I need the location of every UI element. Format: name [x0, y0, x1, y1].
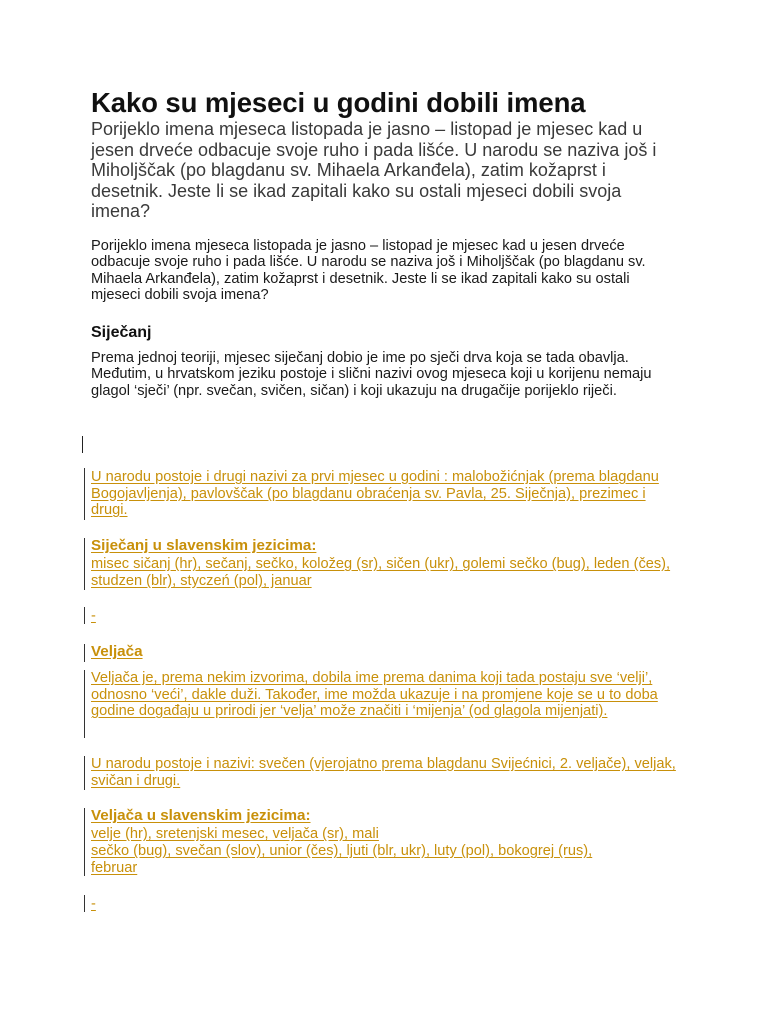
article-header: [91, 86, 691, 399]
link-veljaca-other-names[interactable]: U narodu postoje i nazivi: svečen (vjerojatno prema blagdanu Svijećnici, 2. veljače), veljak, svičan i drugi.: [91, 756, 676, 789]
link-veljaca-slavic-line3[interactable]: februar: [91, 860, 138, 876]
article-intro: Porijeklo imena mjeseca listopada je jasno – listopad je mjesec kad u jesen drveće odbacuje svoje ruho i pada lišće. U narodu se naziva još i Miholjščak (po blagdanu sv. Mihaela Arkanđela), zatim kožaprst i desetnik. Jeste li se ikad zapitali kako su ostali mjeseci dobili svoja imena?: [91, 237, 646, 303]
block-marker: [84, 756, 85, 790]
block-marker: [84, 538, 85, 590]
section-heading-sijecanj: Siječanj: [91, 323, 152, 341]
block-marker: [84, 895, 85, 912]
link-veljaca-slavic-line1[interactable]: velje (hr), sretenjski mesec, veljača (sr), mali: [91, 826, 379, 842]
section-body-sijecanj: Prema jednoj teoriji, mjesec siječanj dobio je ime po sječi drva koja se tada obavlja. Međutim, u hrvatskom jeziku postoje i slični nazivi ovog mjeseca koji u korijenu nemaju glagol ‘sječi’ (npr. svečan, svičen, sičan) i koji ukazuju na drugačije porijeklo riječi.: [91, 349, 652, 399]
block-marker: [84, 808, 85, 876]
block-marker: [84, 670, 85, 738]
link-veljaca-slavic-heading[interactable]: Veljača u slavenskim jezicima:: [91, 807, 311, 824]
link-sijecanj-other-names[interactable]: U narodu postoje i drugi nazivi za prvi mjesec u godini : malobožićnjak (prema blagdanu Bogojavljenja), pavlovščak (po blagdanu obraćenja sv. Pavla, 25. Siječnja), prezimec i drugi.: [91, 469, 659, 518]
block-marker: [84, 607, 85, 624]
link-veljaca-heading[interactable]: Veljača: [91, 643, 143, 660]
page-title: Kako su mjeseci u godini dobili imena: [91, 87, 586, 118]
link-sijecanj-slavic-heading[interactable]: Siječanj u slavenskim jezicima:: [91, 537, 317, 554]
article-lead: Porijeklo imena mjeseca listopada je jasno – listopad je mjesec kad u jesen drveće odbacuje svoje ruho i pada lišće. U narodu se naziva još i Miholjščak (po blagdanu sv. Mihaela Arkanđela), zatim kožaprst i desetnik. Jeste li se ikad zapitali kako su ostali mjeseci dobili svoja imena?: [91, 119, 657, 221]
text-cursor: [82, 436, 83, 453]
link-veljaca-slavic-line2[interactable]: sečko (bug), svečan (slov), unior (čes), ljuti (blr, ukr), luty (pol), bokogrej (rus),: [91, 843, 593, 859]
block-marker: [84, 644, 85, 662]
link-sijecanj-slavic[interactable]: misec sičanj (hr), sečanj, sečko, koložeg (sr), sičen (ukr), golemi sečko (bug), leden (čes), studzen (blr), styczeń (pol), januar: [91, 556, 671, 589]
link-veljaca-body[interactable]: Veljača je, prema nekim izvorima, dobila ime prema danima koji tada postaju sve ‘velji’, odnosno ‘veći’, dakle duži. Također, ime možda ukazuje i na promjene koje se u to doba godine događaju u prirodi jer ‘velja’ može značiti i ‘mijenja’ (od glagola mijenjati).: [91, 670, 658, 719]
link-separator[interactable]: -: [91, 608, 96, 624]
link-separator[interactable]: -: [91, 896, 96, 912]
block-marker: [84, 468, 85, 520]
